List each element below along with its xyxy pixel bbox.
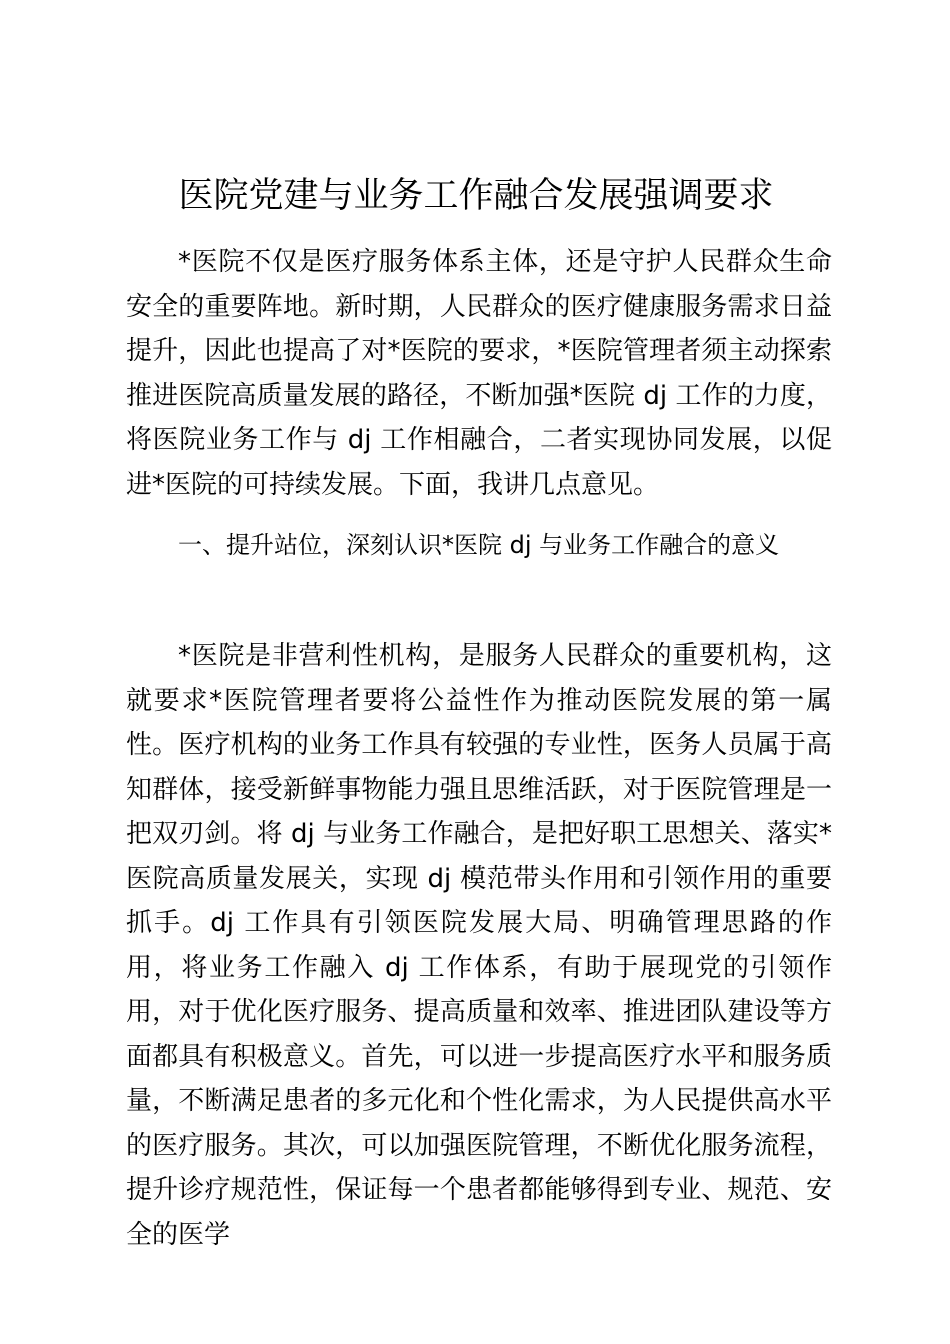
document-title: 医院党建与业务工作融合发展强调要求 <box>178 176 774 216</box>
intro-paragraph: *医院不仅是医疗服务体系主体，还是守护人民群众生命安全的重要阵地。新时期，人民群众的医疗健康服务需求日益提升，因此也提高了对*医院的要求，*医院管理者须主动探索推进医院高质量发展的路径，不断加强*医院 dj 工作的力度，将医院业务工作与 dj 工作相融合，二者实现协同发展，以促进*医院的可持续发展。下面，我讲几点意见。 <box>126 247 832 500</box>
section-paragraph: *医院是非营利性机构，是服务人民群众的重要机构，这就要求*医院管理者要将公益性作为推动医院发展的第一属性。医疗机构的业务工作具有较强的专业性，医务人员属于高知群体，接受新鲜事物能力强且思维活跃，对于医院管理是一把双刃剑。将 dj 与业务工作融合，是把好职工思想关、落实*医院高质量发展关，实现 dj 模范带头作用和引领作用的重要抓手。dj 工作具有引领医院发展大局、明确管理思路的作用，将业务工作融入 dj 工作体系，有助于展现党的引领作用，对于优化医疗服务、提高质量和效率、推进团队建设等方面都具有积极意义。首先，可以进一步提高医疗水平和服务质量，不断满足患者的多元化和个性化需求，为人民提供高水平的医疗服务。其次，可以加强医院管理，不断优化服务流程，提升诊疗规范性，保证每一个患者都能够得到专业、规范、安全的医学 <box>126 641 832 1250</box>
section-heading: 一、提升站位，深刻认识*医院 dj 与业务工作融合的意义 <box>178 531 780 559</box>
